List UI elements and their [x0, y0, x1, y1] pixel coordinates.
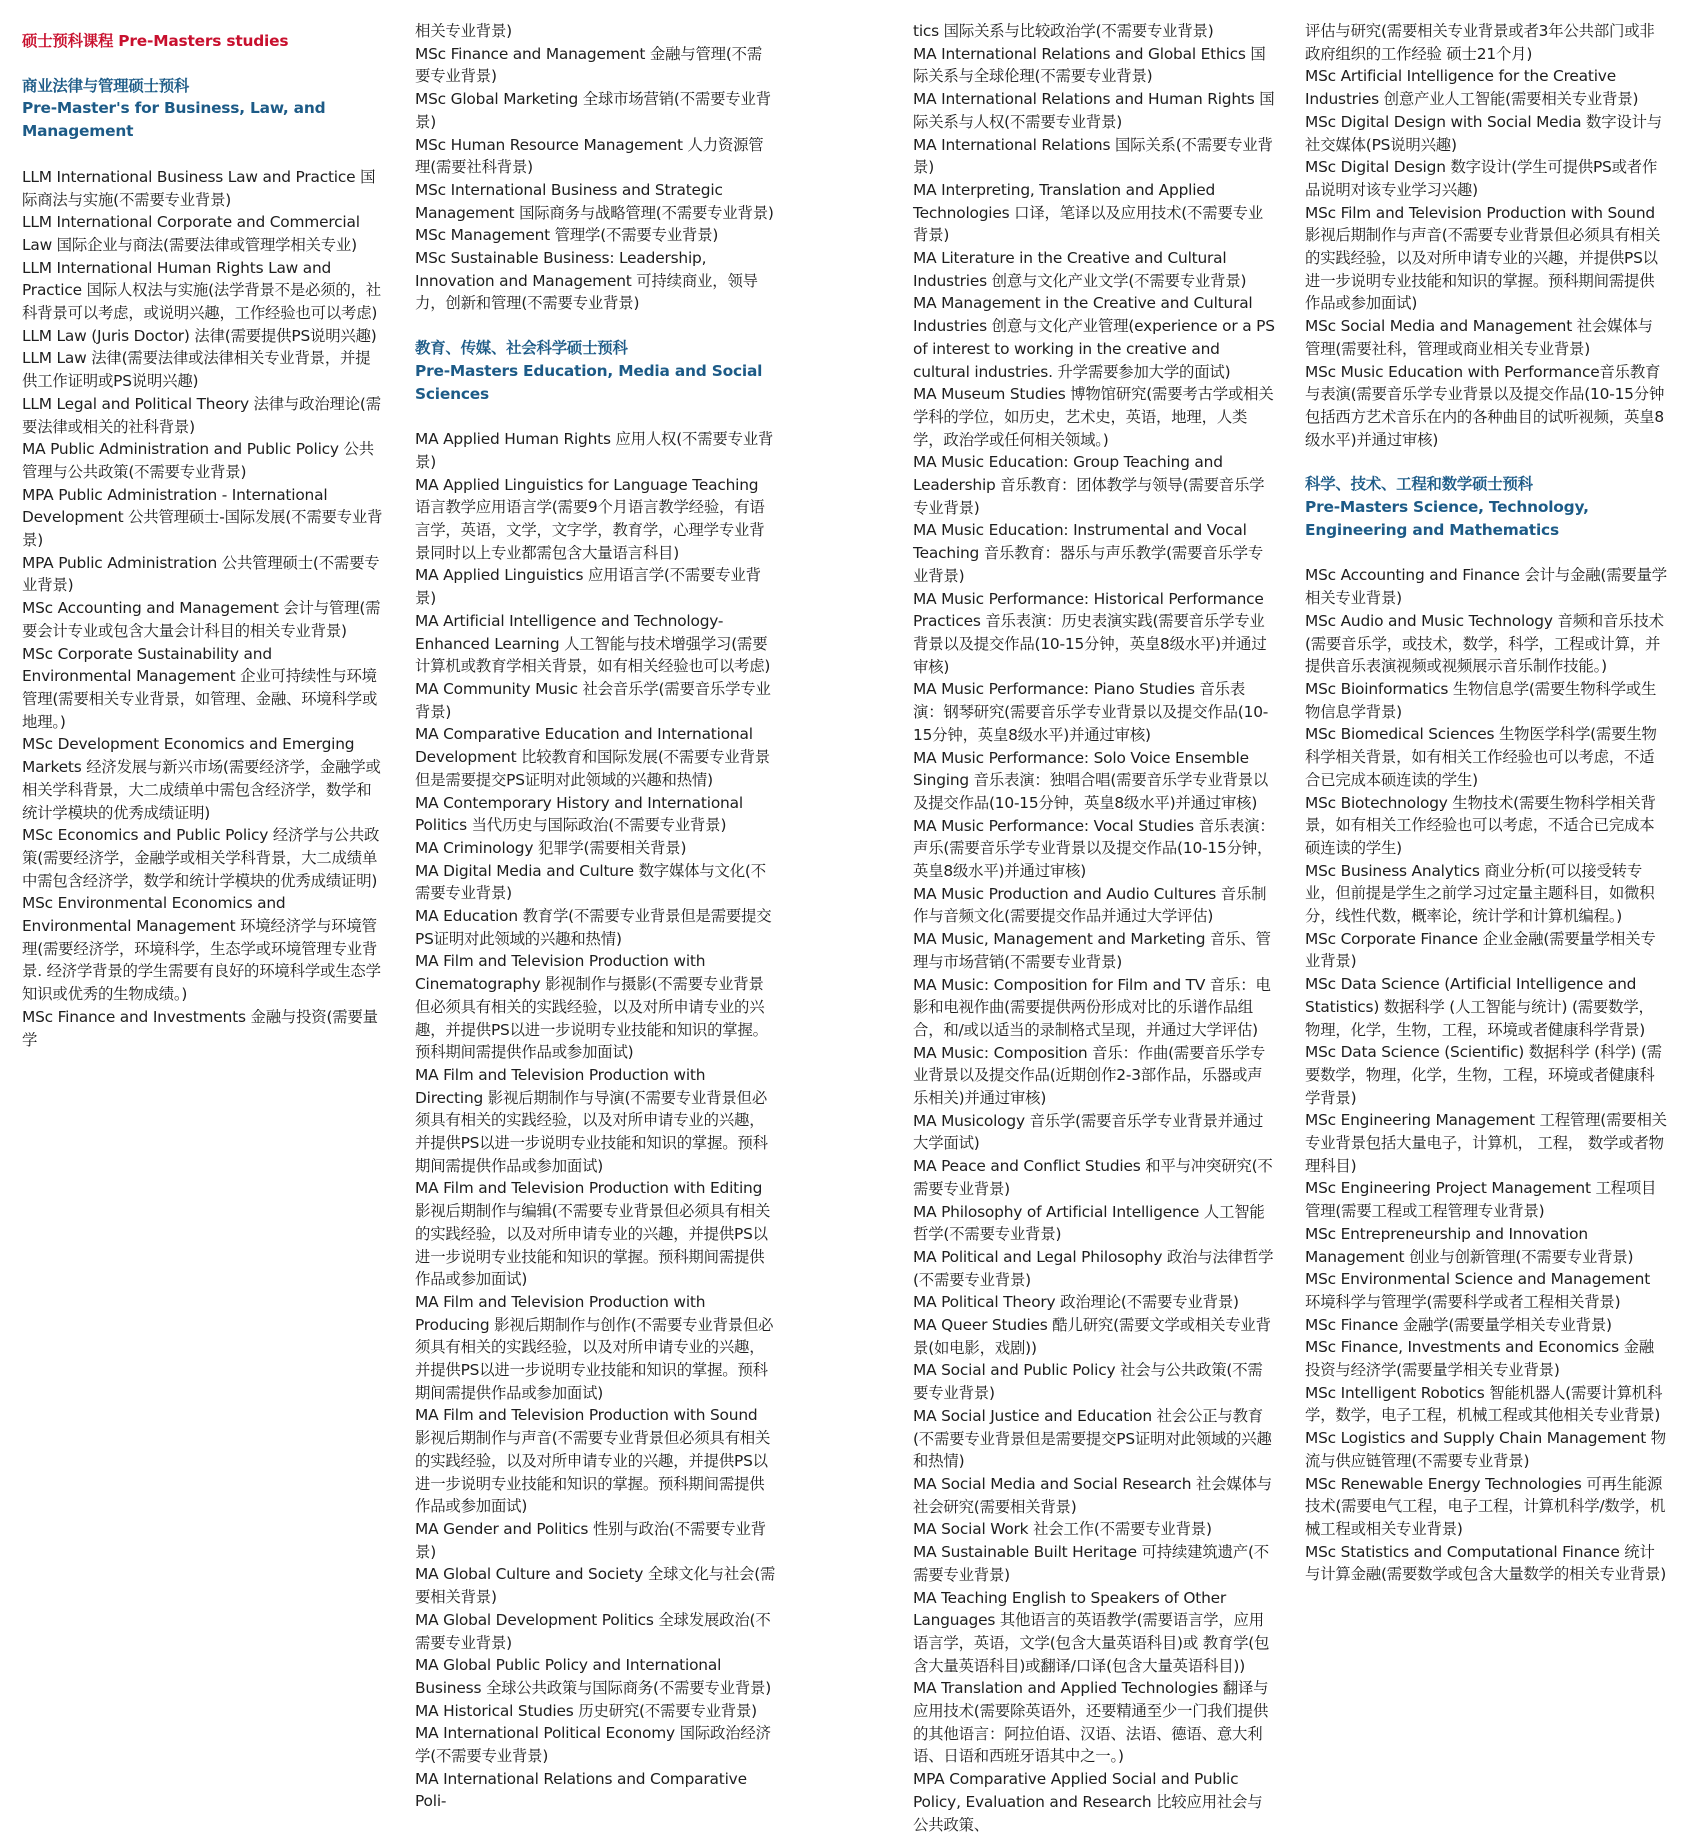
programme-item: MA Public Administration and Public Policy 公共管理与公共政策(不需要专业背景) — [22, 440, 374, 481]
programme-item: MPA Public Administration - International Development 公共管理硕士-国际发展(不需要专业背景) — [22, 485, 383, 550]
programme-item: MA Music Education: Instrumental and Vocal Teaching 音乐教育：器乐与声乐教学(需要音乐学专业背景) — [913, 521, 1264, 585]
programme-item: MA Philosophy of Artificial Intelligence 人工智能哲学(不需要专业背景) — [913, 1202, 1265, 1244]
programme-item: MA Global Culture and Society 全球文化与社会(需要相关背景) — [415, 1565, 776, 1607]
section-heading — [22, 75, 384, 143]
programme-item: MSc Music Education with Performance音乐教育与表演(需要音乐学专业背景以及提交作品(10-15分钟包括西方艺术音乐在内的各种曲目的试听视频，英皇8级水平)并通过审核) — [1305, 362, 1665, 449]
programme-item: MA Music Production and Audio Cultures 音乐制作与音频文化(需要提交作品并通过大学评估) — [913, 884, 1267, 926]
programme-item: MSc Entrepreneurship and Innovation Management 创业与创新管理(不需要专业背景) — [1305, 1224, 1634, 1266]
programme-item: LLM Legal and Political Theory 法律与政治理论(需要法律或相关的社科背景) — [22, 394, 381, 436]
programme-item: MSc Intelligent Robotics 智能机器人(需要计算机科学，数学，电子工程，机械工程或其他相关专业背景) — [1305, 1383, 1663, 1425]
programme-item: MA Social Justice and Education 社会公正与教育(不需要专业背景但是需要提交PS证明对此领域的兴趣和热情) — [913, 1406, 1272, 1471]
programme-item: MSc International Business and Strategic Management 国际商务与战略管理(不需要专业背景) — [415, 180, 774, 222]
programme-item: MA International Relations and Comparative Poli- — [415, 1769, 747, 1811]
programme-item: MSc Finance and Management 金融与管理(不需要专业背景) — [415, 44, 763, 86]
column-1 — [22, 30, 384, 1051]
programme-item: MA Sustainable Built Heritage 可持续建筑遗产(不需要专业背景) — [913, 1543, 1269, 1584]
programme-item: MA Political and Legal Philosophy 政治与法律哲学(不需要专业背景) — [913, 1247, 1274, 1289]
section-heading — [1305, 473, 1667, 541]
programme-item: MA Applied Linguistics 应用语言学(不需要专业背景) — [415, 566, 761, 608]
programme-item: MSc Engineering Management 工程管理(需要相关专业背景包括大量电子，计算机， 工程， 数学或者物理科目) — [1305, 1111, 1667, 1175]
programme-continuation: 评估与研究(需要相关专业背景或者3年公共部门或非政府组织的工作经验 硕士21个月) — [1305, 22, 1655, 63]
programme-item: MA Film and Television Production with Cinematography 影视制作与摄影(不需要专业背景但必须具有相关的实践经验，以及对所申请专业的兴趣，并提供PS以进一步说明专业技能和知识的掌握。预科期间需提供作品或参加面试) — [415, 952, 768, 1062]
column-3-body — [913, 20, 1275, 1836]
programme-item: MA Queer Studies 酷儿研究(需要文学或相关专业背景(如电影，戏剧)) — [913, 1316, 1271, 1357]
programme-item: MA Teaching English to Speakers of Other Languages 其他语言的英语教学(需要语言学，应用语言学，英语，文学(包含大量英语科目)或 教育学(包含大量英语科目)或翻译/口译(包含大量英语科目)) — [913, 1588, 1270, 1675]
programme-item: LLM International Human Rights Law and Practice 国际人权法与实施(法学背景不是必须的，社科背景可以考虑，或说明兴趣，工作经验也可以考虑) — [22, 258, 381, 323]
programme-item: MA Film and Television Production with Directing 影视后期制作与导演(不需要专业背景但必须具有相关的实践经验，以及对所申请专业的兴趣，并提供PS以进一步说明专业技能和知识的掌握。预科期间需提供作品或参加面试) — [415, 1065, 768, 1175]
programme-item: MSc Accounting and Finance 会计与金融(需要量学相关专业背景) — [1305, 566, 1667, 608]
programme-item: LLM Law 法律(需要法律或法律相关专业背景，并提供工作证明或PS说明兴趣) — [22, 349, 371, 391]
programme-item: MSc Biomedical Sciences 生物医学科学(需要生物科学相关背景，如有相关工作经验也可以考虑，不适合已完成本硕连读的学生) — [1305, 725, 1657, 789]
programme-continuation: 相关专业背景) — [415, 22, 512, 40]
programme-item: MA Interpreting, Translation and Applied Technologies 口译，笔译以及应用技术(不需要专业背景) — [913, 180, 1264, 245]
section-title-en: Pre-Masters Science, Technology, Engineering and Mathematics — [1305, 498, 1589, 539]
programme-item: MA Social and Public Policy 社会与公共政策(不需要专业背景) — [913, 1361, 1263, 1403]
programme-item: MSc Accounting and Management 会计与管理(需要会计专业或包含大量会计科目的相关专业背景) — [22, 599, 381, 640]
programme-item: MA International Relations and Global Ethics 国际关系与全球伦理(不需要专业背景) — [913, 44, 1266, 86]
programme-item: MA Music Performance: Vocal Studies 音乐表演：声乐(需要音乐学专业背景以及提交作品(10-15分钟，英皇8级水平)并通过审核) — [913, 816, 1275, 881]
section-title-zh: 教育、传媒、社会科学硕士预科 — [415, 339, 628, 358]
programme-item: MA Music: Composition for Film and TV 音乐：电影和电视作曲(需要提供两份形成对比的乐谱作品组合，和/或以适当的录制格式呈现，并通过大学评估) — [913, 975, 1271, 1039]
programme-item: MSc Logistics and Supply Chain Management 物流与供应链管理(不需要专业背景) — [1305, 1429, 1666, 1470]
programme-item: MSc Artificial Intelligence for the Creative Industries 创意产业人工智能(需要相关专业背景) — [1305, 67, 1639, 109]
document-title: 硕士预科课程 Pre-Masters studies — [22, 32, 289, 50]
section-title-zh: 商业法律与管理硕士预科 — [22, 76, 190, 95]
programme-item: MSc Digital Design 数字设计(学生可提供PS或者作品说明对该专业学习兴趣) — [1305, 158, 1658, 199]
programme-item: MA Artificial Intelligence and Technology-Enhanced Learning 人工智能与技术增强学习(需要计算机或教育学相关背景，如有相关经验也可以考虑) — [415, 611, 771, 676]
programme-item: MA Museum Studies 博物馆研究(需要考古学或相关学科的学位，如历史，艺术史，英语，地理，人类学，政治学或任何相关领域。) — [913, 385, 1274, 449]
programme-item: MSc Statistics and Computational Finance 统计与计算金融(需要数学或包含大量数学的相关专业背景) — [1305, 1542, 1666, 1584]
programme-item: MA Translation and Applied Technologies 翻译与应用技术(需要除英语外，还要精通至少一门我们提供的其他语言：阿拉伯语、汉语、法语、德语、意大利语、日语和西班牙语其中之一。) — [913, 1679, 1269, 1766]
programme-item: MA International Relations 国际关系(不需要专业背景) — [913, 135, 1273, 177]
programme-item: MA Music Education: Group Teaching and Leadership 音乐教育：团体教学与领导(需要音乐学专业背景) — [913, 453, 1265, 517]
programme-continuation: tics 国际关系与比较政治学(不需要专业背景) — [913, 22, 1214, 40]
programme-item: MSc Audio and Music Technology 音频和音乐技术(需要音乐学，或技术，数学，科学，工程或计算，并提供音乐表演视频或视频展示音乐制作技能。) — [1305, 611, 1664, 676]
programme-item: MSc Management 管理学(不需要专业背景) — [415, 226, 719, 245]
programme-item: LLM Law (Juris Doctor) 法律(需要提供PS说明兴趣) — [22, 326, 377, 345]
programme-item: MA Digital Media and Culture 数字媒体与文化(不需要专业背景) — [415, 861, 766, 903]
programme-item: MPA Public Administration 公共管理硕士(不需要专业背景) — [22, 553, 380, 595]
programme-item: MA Film and Television Production with Producing 影视后期制作与创作(不需要专业背景但必须具有相关的实践经验，以及对所申请专业的兴趣，并提供PS以进一步说明专业技能和知识的掌握。预科期间需提供作品或参加面试) — [415, 1292, 774, 1402]
programme-item: MA Music Performance: Solo Voice Ensemble Singing 音乐表演：独唱合唱(需要音乐学专业背景以及提交作品(10-15分钟，英皇8级水平)并通过审核) — [913, 748, 1269, 812]
section-title-en: Pre-Master's for Business, Law, and Management — [22, 99, 326, 141]
programme-item: MSc Engineering Project Management 工程项目管理(需要工程或工程管理专业背景) — [1305, 1179, 1657, 1221]
section-heading — [415, 337, 777, 405]
column-2 — [415, 20, 777, 1813]
programme-item: MA Social Work 社会工作(不需要专业背景) — [913, 1520, 1212, 1539]
programme-item: MSc Business Analytics 商业分析(可以接受转专业，但前提是学生之前学习过定量主题科目，如微积分，线性代数，概率论，统计学和计算机编程。) — [1305, 861, 1655, 926]
programme-item: MSc Renewable Energy Technologies 可再生能源技术(需要电气工程，电子工程，计算机科学/数学，机械工程或相关专业背景) — [1305, 1474, 1666, 1538]
programme-item: MSc Global Marketing 全球市场营销(不需要专业背景) — [415, 90, 771, 131]
programme-item: MSc Finance, Investments and Economics 金融投资与经济学(需要量学相关专业背景) — [1305, 1338, 1654, 1380]
column-4 — [1305, 20, 1667, 1586]
programme-item: LLM International Corporate and Commercial Law 国际企业与商法(需要法律或管理学相关专业) — [22, 213, 360, 254]
programme-item: MSc Data Science (Scientific) 数据科学 (科学) (需要数学，物理，化学，生物，工程，环境或者健康科学背景) — [1305, 1043, 1662, 1107]
programme-item: MA Applied Human Rights 应用人权(不需要专业背景) — [415, 430, 774, 471]
programme-item: MSc Human Resource Management 人力资源管理(需要社科背景) — [415, 135, 764, 177]
programme-item: MA Film and Television Production with Sound 影视后期制作与声音(不需要专业背景但必须具有相关的实践经验，以及对所申请专业的兴趣，并提供PS以进一步说明专业技能和知识的掌握。预科期间需提供作品或参加面试) — [415, 1406, 771, 1516]
programme-item: MSc Development Economics and Emerging Markets 经济发展与新兴市场(需要经济学，金融学或相关学科背景，大二成绩单中需包含经济学，数学和统计学模块的优秀成绩证明) — [22, 735, 381, 822]
programme-item: MSc Digital Design with Social Media 数字设计与社交媒体(PS说明兴趣) — [1305, 112, 1662, 154]
programme-item: MSc Sustainable Business: Leadership, Innovation and Management 可持续商业，领导力，创新和管理(不需要专业背景) — [415, 249, 758, 313]
programme-item: MA Music, Management and Marketing 音乐、管理与市场营销(不需要专业背景) — [913, 930, 1271, 971]
column-3 — [913, 20, 1275, 1836]
programme-item: MSc Environmental Economics and Environmental Management 环境经济学与环境管理(需要经济学，环境科学，生态学或环境管理专业背景. 经济学背景的学生需要有良好的环境科学或生态学知识或优秀的生物成绩。) — [22, 894, 381, 1004]
programme-item: MA Literature in the Creative and Cultural Industries 创意与文化产业文学(不需要专业背景) — [913, 249, 1247, 290]
programme-item: MSc Environmental Science and Management 环境科学与管理学(需要科学或者工程相关背景) — [1305, 1270, 1651, 1311]
programme-item: MSc Corporate Finance 企业金融(需要量学相关专业背景) — [1305, 929, 1656, 971]
programme-item: MA International Political Economy 国际政治经济学(不需要专业背景) — [415, 1724, 771, 1766]
programme-item: MA Global Public Policy and International Business 全球公共政策与国际商务(不需要专业背景) — [415, 1656, 772, 1697]
programme-item: MA Management in the Creative and Cultural Industries 创意与文化产业管理(experience or a PS of interest to working in the creative and cultural industries. 升学需要参加大学的面试) — [913, 294, 1275, 381]
programme-item: MA Applied Linguistics for Language Teaching 语言教学应用语言学(需要9个月语言教学经验，有语言学，英语，文学，文字学，教育学，心理学专业背景同时以上专业都需包含大量语言科目) — [415, 475, 765, 562]
programme-item: LLM International Business Law and Practice 国际商法与实施(不需要专业背景) — [22, 167, 376, 209]
section-title-en: Pre-Masters Education, Media and Social Sciences — [415, 361, 763, 403]
programme-item: MSc Corporate Sustainability and Environmental Management 企业可持续性与环境管理(需要相关专业背景，如管理、金融、环境科学或地理。) — [22, 644, 378, 731]
column-1-body — [22, 75, 384, 1052]
programme-item: MSc Data Science (Artificial Intelligence and Statistics) 数据科学 (人工智能与统计) (需要数学，物理，化学，生物，工程，环境或者健康科学背景) — [1305, 975, 1654, 1039]
programme-item: MA Film and Television Production with Editing 影视后期制作与编辑(不需要专业背景但必须具有相关的实践经验，以及对所申请专业的兴趣，并提供PS以进一步说明专业技能和知识的掌握。预科期间需提供作品或参加面试) — [415, 1179, 771, 1289]
column-4-body — [1305, 20, 1667, 1586]
programme-item: MSc Finance and Investments 金融与投资(需要量学 — [22, 1007, 378, 1049]
programme-item: MPA Comparative Applied Social and Public Policy, Evaluation and Research 比较应用社会与公共政策、 — [913, 1770, 1263, 1834]
programme-item: MA Historical Studies 历史研究(不需要专业背景) — [415, 1701, 757, 1720]
programme-item: MA Contemporary History and International Politics 当代历史与国际政治(不需要专业背景) — [415, 793, 743, 835]
programme-item: MA Peace and Conflict Studies 和平与冲突研究(不需要专业背景) — [913, 1157, 1273, 1198]
programme-item: MSc Film and Television Production with Sound 影视后期制作与声音(不需要专业背景但必须具有相关的实践经验，以及对所申请专业的兴趣，并提供PS以进一步说明专业技能和知识的掌握。预科期间需提供作品或参加面试) — [1305, 203, 1661, 313]
programme-item: MA International Relations and Human Rights 国际关系与人权(不需要专业背景) — [913, 90, 1275, 131]
programme-item: MA Education 教育学(不需要专业背景但是需要提交PS证明对此领域的兴趣和热情) — [415, 907, 772, 948]
programme-item: MA Music: Composition 音乐：作曲(需要音乐学专业背景以及提交作品(近期创作2-3部作品，乐器或声乐相关)并通过审核) — [913, 1043, 1266, 1108]
programme-item: MSc Biotechnology 生物技术(需要生物科学相关背景，如有相关工作经验也可以考虑，不适合已完成本硕连读的学生) — [1305, 793, 1656, 857]
programme-item: MA Criminology 犯罪学(需要相关背景) — [415, 838, 687, 857]
programme-item: MA Comparative Education and International Development 比较教育和国际发展(不需要专业背景但是需要提交PS证明对此领域的兴趣和热情) — [415, 725, 770, 789]
programme-item: MSc Social Media and Management 社会媒体与管理(需要社科，管理或商业相关专业背景) — [1305, 317, 1653, 358]
programme-item: MA Political Theory 政治理论(不需要专业背景) — [913, 1293, 1239, 1312]
programme-item: MSc Economics and Public Policy 经济学与公共政策(需要经济学，金融学或相关学科背景，大二成绩单中需包含经济学，数学和统计学模块的优秀成绩证明) — [22, 826, 380, 890]
programme-item: MA Musicology 音乐学(需要音乐学专业背景并通过大学面试) — [913, 1111, 1264, 1153]
programme-item: MA Gender and Politics 性别与政治(不需要专业背景) — [415, 1520, 766, 1561]
programme-item: MSc Bioinformatics 生物信息学(需要生物科学或生物信息学背景) — [1305, 679, 1657, 721]
programme-item: MA Global Development Politics 全球发展政治(不需要专业背景) — [415, 1610, 771, 1652]
programme-item: MA Social Media and Social Research 社会媒体与社会研究(需要相关背景) — [913, 1475, 1272, 1516]
column-2-body — [415, 20, 777, 1813]
programme-item: MSc Finance 金融学(需要量学相关专业背景) — [1305, 1315, 1612, 1334]
programme-item: MA Music Performance: Historical Performance Practices 音乐表演：历史表演实践(需要音乐学专业背景以及提交作品(10-15分钟，英皇8级水平)并通过审核) — [913, 589, 1267, 676]
programme-item: MA Music Performance: Piano Studies 音乐表演：钢琴研究(需要音乐学专业背景以及提交作品(10-15分钟，英皇8级水平)并通过审核) — [913, 680, 1269, 744]
programme-item: MA Community Music 社会音乐学(需要音乐学专业背景) — [415, 679, 771, 721]
section-title-zh: 科学、技术、工程和数学硕士预科 — [1305, 475, 1533, 494]
